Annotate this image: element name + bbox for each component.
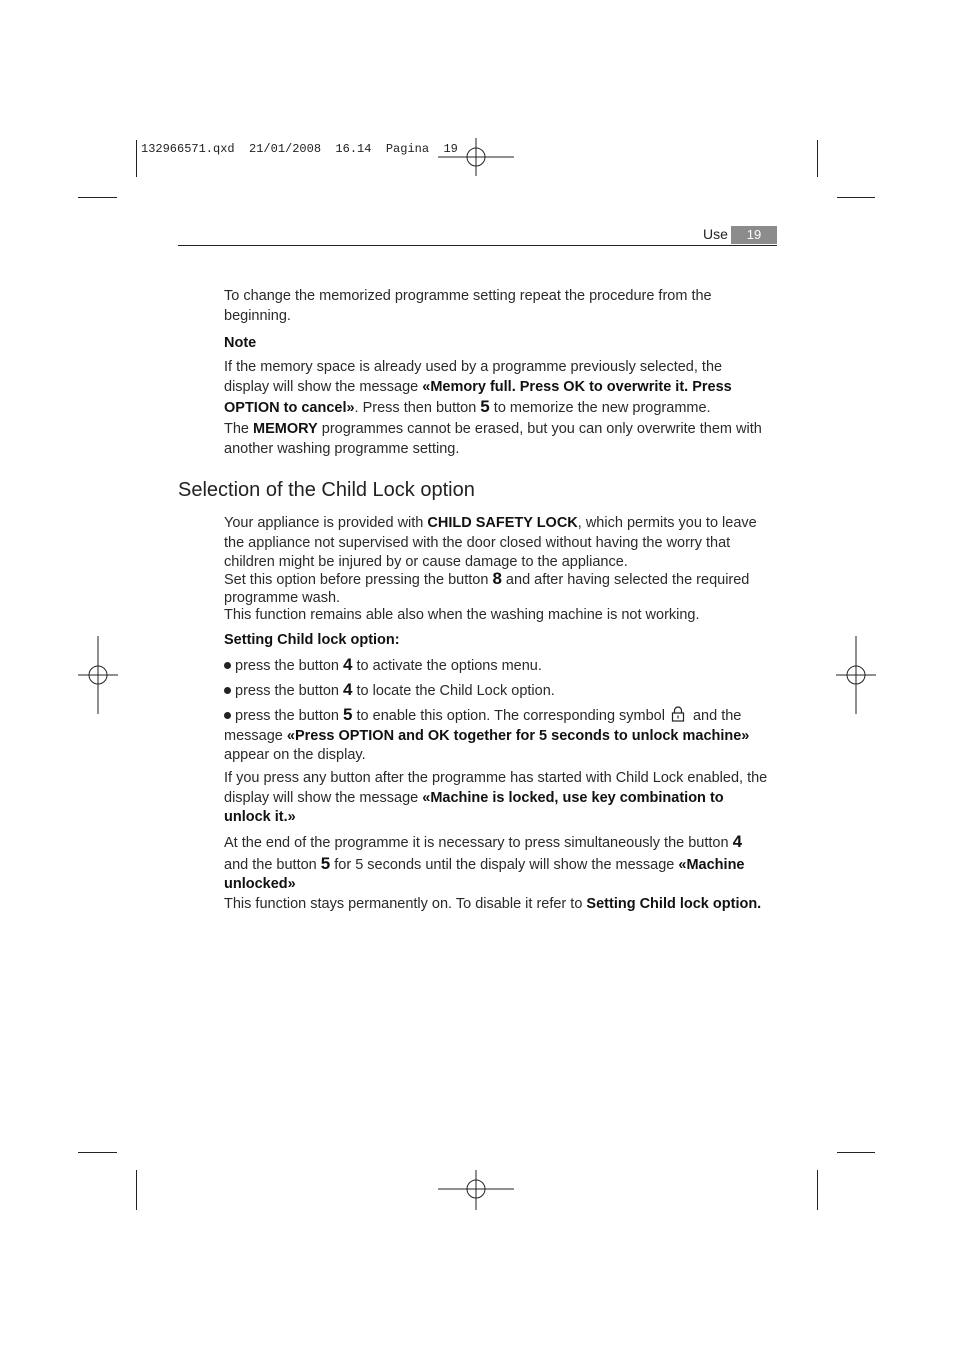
bullet-item: press the button 4 to activate the options menu.: [224, 655, 769, 677]
section-title: Selection of the Child Lock option: [178, 479, 475, 501]
unlock-paragraph: At the end of the programme it is necessary to press simultaneously the button 4 and the button 5 for 5 seconds until the dispaly will show the message «Machine unlocked»: [224, 832, 745, 892]
button-number: 4: [343, 680, 353, 699]
bullet-dot-icon: [224, 687, 231, 694]
registration-mark-icon: [78, 636, 118, 714]
bullet-dot-icon: [224, 662, 231, 669]
child-lock-intro: Your appliance is provided with CHILD SAFETY LOCK, which permits you to leave the appliance not supervised with the door closed without having the worry that children might be injured by or cause damage to the appliance.: [224, 515, 757, 570]
set-option-paragraph: Set this option before pressing the button 8 and after having selected the required programme wash.: [224, 569, 750, 606]
button-number: 5: [480, 397, 490, 416]
lock-icon: [671, 706, 685, 722]
memory-paragraph: The MEMORY programmes cannot be erased, but you can only overwrite them with another washing programme setting.: [224, 421, 762, 457]
bullet-dot-icon: [224, 712, 231, 719]
registration-mark-icon: [436, 1170, 516, 1212]
setting-heading: Setting Child lock option:: [224, 632, 400, 648]
disable-paragraph: This function stays permanently on. To disable it refer to Setting Child lock option.: [224, 896, 762, 912]
print-slug: 132966571.qxd 21/01/2008 16.14 Pagina 19: [141, 142, 458, 156]
note-heading: Note: [224, 335, 257, 351]
page-number: 19: [731, 226, 777, 244]
intro-paragraph: To change the memorized programme setting repeat the procedure from the beginning.: [224, 288, 712, 324]
note-paragraph: If the memory space is already used by a programme previously selected, the display will show the message «Memory full. Press OK to overwrite it. Press OPTION to cancel». Press then button 5 to memorize the new programme.: [224, 359, 732, 416]
button-number: 5: [320, 853, 331, 873]
bullet-item: press the button 4 to locate the Child Lock option.: [224, 680, 769, 702]
registration-mark-icon: [836, 636, 876, 714]
locked-paragraph: If you press any button after the programme has started with Child Lock enabled, the display will show the message «Machine is locked, use key combination to unlock it.»: [224, 770, 768, 825]
function-paragraph: This function remains able also when the washing machine is not working.: [224, 607, 700, 623]
button-number: 8: [492, 569, 502, 588]
button-number: 4: [343, 655, 353, 674]
button-number: 5: [343, 705, 353, 724]
button-number: 4: [732, 832, 743, 851]
header-section-label: Use: [703, 226, 728, 242]
bullet-item: press the button 5 to enable this option. The corresponding symbol and the message «Press OPTION and OK together for 5 seconds to unlock machine» appear on the display.: [224, 705, 750, 763]
header-rule: [178, 245, 777, 246]
